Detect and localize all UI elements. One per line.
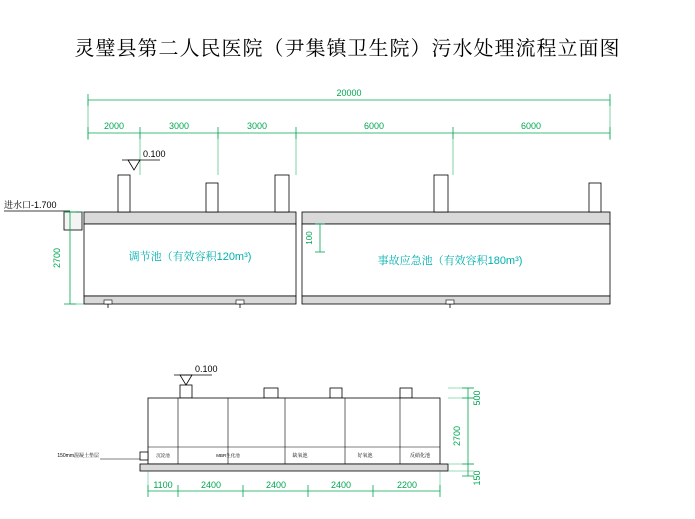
upper-tank-label-0: 调节池（有效容积120m³): [128, 251, 252, 263]
lower-tank-label-3: 好氧池: [357, 453, 373, 459]
upper-wall-dimension-text: 100: [305, 231, 314, 245]
lower-pipe-note: [57, 452, 140, 459]
lower-top-dimension-text: 500: [472, 390, 482, 406]
lower-elevation-marker: [174, 364, 218, 385]
lower-right-dimensions: [448, 388, 482, 486]
lower-tank-label-4: 反硝化池: [409, 453, 431, 459]
upper-segment-dimension-4: 6000: [520, 121, 542, 131]
page-title: 灵璧县第二人民医院（尹集镇卫生院）污水处理流程立面图: [74, 38, 621, 60]
upper-overall-dimension: [88, 88, 610, 140]
lower-elevation-text: 0.100: [195, 364, 218, 374]
upper-segment-dimensions: [88, 121, 610, 175]
upper-segment-dimension-2: 3000: [246, 121, 268, 131]
lower-tank-label-0: 沉淀池: [156, 453, 170, 458]
lower-tank-label-2: 缺氧池: [292, 453, 308, 459]
lower-pipe-note-text: 150mm混凝土垫层: [57, 453, 99, 459]
lower-segment-dimension-2: 2400: [265, 480, 287, 490]
upper-tank-label-1: 事故应急池（有效容积180m³): [377, 255, 523, 267]
upper-tank-structures: [84, 175, 610, 308]
lower-segment-dimensions: [148, 471, 440, 497]
lower-segment-dimension-1: 2400: [200, 480, 222, 490]
lower-bottom-dimension-text: 150: [472, 470, 482, 486]
inlet-label: 进水口-1.700: [4, 200, 57, 210]
lower-height-dimension-text: 2700: [452, 425, 462, 447]
lower-segment-dimension-4: 2200: [396, 480, 418, 490]
upper-height-dimension-text: 2700: [52, 247, 62, 269]
upper-overall-dimension-text: 20000: [336, 88, 362, 98]
upper-segment-dimension-0: 2000: [103, 121, 125, 131]
lower-segment-dimension-3: 2400: [330, 480, 352, 490]
upper-elevation-marker: [122, 149, 166, 170]
upper-segment-dimension-1: 3000: [168, 121, 190, 131]
lower-tank-label-1: MBR生化池: [216, 453, 240, 458]
upper-segment-dimension-3: 6000: [363, 121, 385, 131]
lower-segment-dimension-0: 1100: [153, 480, 173, 490]
upper-elevation-text: 0.100: [143, 149, 166, 159]
